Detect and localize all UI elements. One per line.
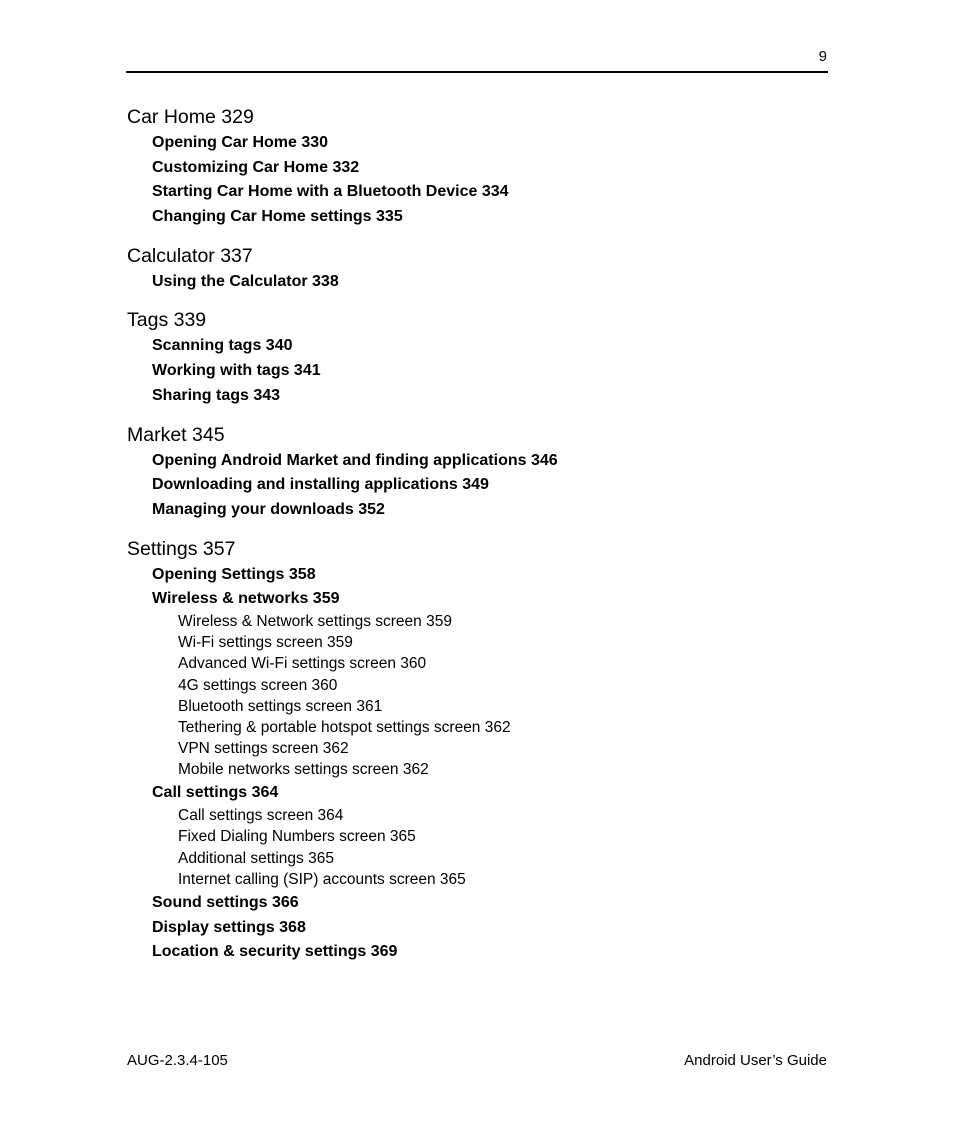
toc-section-entry[interactable]: Changing Car Home settings 335 bbox=[152, 208, 403, 226]
toc-section-entry[interactable]: Sound settings 366 bbox=[152, 893, 299, 911]
header-rule bbox=[126, 71, 828, 73]
toc-section-entry[interactable]: Location & security settings 369 bbox=[152, 943, 398, 961]
toc-subsection-entry[interactable]: Call settings screen 364 bbox=[178, 807, 344, 825]
toc-subsection-entry[interactable]: Internet calling (SIP) accounts screen 365 bbox=[178, 870, 466, 888]
toc-chapter bbox=[127, 422, 827, 522]
toc-subsection-entry[interactable]: Wi-Fi settings screen 359 bbox=[178, 634, 353, 652]
toc-section-entry[interactable]: Call settings 364 bbox=[152, 784, 279, 802]
toc-section-entry[interactable]: Opening Settings 358 bbox=[152, 565, 316, 583]
toc-chapter-title[interactable]: Tags 339 bbox=[127, 309, 207, 332]
footer-doc-code: AUG-2.3.4-105 bbox=[127, 1052, 228, 1069]
toc-subsection-entry[interactable]: Advanced Wi-Fi settings screen 360 bbox=[178, 655, 427, 673]
toc-subsection-entry[interactable]: Mobile networks settings screen 362 bbox=[178, 761, 429, 779]
toc-section-entry[interactable]: Customizing Car Home 332 bbox=[152, 158, 360, 176]
toc-chapter-title[interactable]: Car Home 329 bbox=[127, 106, 254, 128]
page-number: 9 bbox=[818, 48, 827, 65]
toc-chapter-title[interactable]: Settings 357 bbox=[127, 537, 236, 560]
toc-section-entry[interactable]: Opening Android Market and finding applications 346 bbox=[152, 451, 558, 469]
toc-chapter bbox=[127, 307, 827, 407]
toc-section-entry[interactable]: Downloading and installing applications 349 bbox=[152, 476, 489, 494]
toc-subsection-entry[interactable]: Wireless & Network settings screen 359 bbox=[178, 612, 452, 630]
toc-subsection-entry[interactable]: Additional settings 365 bbox=[178, 849, 334, 867]
toc-section-entry[interactable]: Scanning tags 340 bbox=[152, 337, 293, 355]
toc-chapter-title[interactable]: Market 345 bbox=[127, 423, 225, 446]
toc-chapter bbox=[127, 104, 827, 229]
toc-section-entry[interactable]: Starting Car Home with a Bluetooth Device 334 bbox=[152, 183, 509, 201]
table-of-contents bbox=[127, 104, 827, 978]
toc-subsection-entry[interactable]: Tethering & portable hotspot settings screen 362 bbox=[178, 718, 511, 736]
footer-doc-title: Android User’s Guide bbox=[684, 1052, 827, 1069]
toc-chapter bbox=[127, 243, 827, 294]
toc-chapter-title[interactable]: Calculator 337 bbox=[127, 244, 253, 267]
toc-section-entry[interactable]: Working with tags 341 bbox=[152, 362, 321, 380]
toc-subsection-entry[interactable]: Bluetooth settings screen 361 bbox=[178, 697, 383, 715]
toc-section-entry[interactable]: Sharing tags 343 bbox=[152, 386, 281, 404]
toc-section-entry[interactable]: Using the Calculator 338 bbox=[152, 272, 339, 290]
toc-chapter bbox=[127, 536, 827, 964]
toc-subsection-entry[interactable]: VPN settings screen 362 bbox=[178, 740, 349, 758]
toc-section-entry[interactable]: Wireless & networks 359 bbox=[152, 590, 340, 608]
toc-subsection-entry[interactable]: 4G settings screen 360 bbox=[178, 676, 338, 694]
toc-section-entry[interactable]: Opening Car Home 330 bbox=[152, 134, 329, 151]
toc-subsection-entry[interactable]: Fixed Dialing Numbers screen 365 bbox=[178, 828, 416, 846]
toc-section-entry[interactable]: Display settings 368 bbox=[152, 918, 306, 936]
toc-section-entry[interactable]: Managing your downloads 352 bbox=[152, 500, 385, 518]
